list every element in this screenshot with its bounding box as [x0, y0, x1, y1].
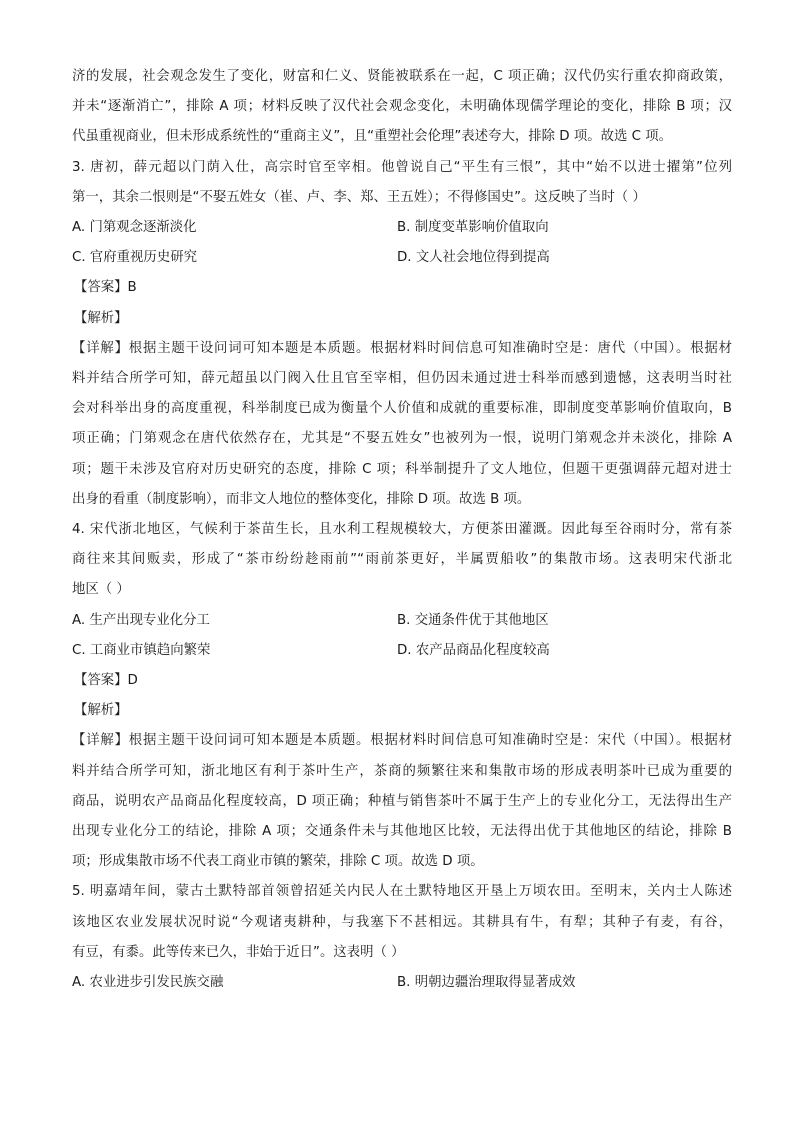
paragraph-line: 出身的看重（制度影响），而非文人地位的整体变化，排除 D 项。故选 B 项。: [72, 491, 531, 507]
paragraph-line: 项正确；门第观念在唐代依然存在，尤其是“不娶五姓女”也被列为一恨，说明门第观念并未淡化，排除 A: [72, 431, 732, 447]
paragraph-line: 代虽重视商业，但未形成系统性的“重商主义”，且“重塑社会伦理”表述夸大，排除 D 项。故选 C 项。: [72, 129, 673, 145]
paragraph-line: 项；题干未涉及官府对历史研究的态度，排除 C 项；科举制提升了文人地位，但题干更强调薛元超对进士: [72, 461, 732, 477]
paragraph-line: 【详解】根据主题干设问词可知本题是本质题。根据材料时间信息可知准确时空是：宋代（中国）。根据材: [72, 733, 732, 749]
option-a: A. 农业进步引发民族交融: [72, 975, 224, 991]
page-content: [72, 62, 732, 998]
paragraph-line: 出现专业化分工的结论，排除 A 项；交通条件未与其他地区比较，无法得出优于其他地区的结论，排除 B: [72, 824, 732, 840]
paragraph-line: 会对科举出身的高度重视，科举制度已成为衡量个人价值和成就的重要标准，即制度变革影响价值取向，B: [72, 401, 732, 417]
option-c: C. 官府重视历史研究: [72, 250, 197, 266]
paragraph-line: 并未“逐渐消亡”，排除 A 项；材料反映了汉代社会观念变化，未明确体现儒学理论的变化，排除 B 项；汉: [72, 99, 732, 115]
option-b: B. 明朝边疆治理取得显著成效: [397, 975, 576, 991]
paragraph-line: 料并结合所学可知，浙北地区有利于茶叶生产，茶商的频繁往来和集散市场的形成表明茶叶已成为重要的: [72, 763, 732, 779]
option-a: A. 门第观念逐渐淡化: [72, 220, 197, 236]
question-stem-line: 3. 唐初，薛元超以门荫入仕，高宗时官至宰相。他曾说自己“平生有三恨”，其中“始不以进士擢第”位列: [72, 159, 732, 175]
q2-analysis-tail: [72, 62, 732, 153]
paragraph-line: 【详解】根据主题干设问词可知本题是本质题。根据材料时间信息可知准确时空是：唐代（中国）。根据材: [72, 340, 732, 356]
option-a: A. 生产出现专业化分工: [72, 612, 210, 628]
question-stem-line: 5. 明嘉靖年间，蒙古土默特部首领曾招延关内民人在土默特地区开垦上万顷农田。至明末，关内士人陈述: [72, 884, 732, 900]
answer-options: [72, 213, 732, 273]
paragraph-line: 商品，说明农产品商品化程度较高，D 项正确；种植与销售茶叶不属于生产上的专业化分工，无法得出生产: [72, 793, 732, 809]
paragraph-line: 项；形成集散市场不代表工商业市镇的繁荣，排除 C 项。故选 D 项。: [72, 854, 484, 870]
question-stem-line: 地区（ ）: [72, 582, 130, 598]
paragraph-line: 料并结合所学可知，薛元超虽以门阀入仕且官至宰相，但仍因未通过进士科举而感到遗憾，这表明当时社: [72, 371, 732, 387]
question-5: [72, 877, 732, 998]
question-stem-line: 商往来其间贩卖，形成了“茶市纷纷趁雨前”“雨前茶更好，半属贾船收”的集散市场。这表明宋代浙北: [72, 552, 732, 568]
question-stem-line: 有豆，有黍。此等传来已久，非始于近日”。这表明（ ）: [72, 944, 405, 960]
answer-label: 【答案】B: [74, 280, 137, 296]
question-stem-line: 4. 宋代浙北地区，气候利于茶苗生长，且水利工程规模较大，方便茶田灌溉。因此每至谷雨时分，常有茶: [72, 522, 732, 538]
detail-explanation: [72, 334, 732, 515]
question-3: [72, 153, 732, 515]
detail-explanation: [72, 726, 732, 877]
analysis-label: 【解析】: [74, 310, 128, 326]
question-stem-line: 该地区农业发展状况时说“今观诸夷耕种，与我塞下不甚相远。其耕具有牛，有犁；其种子有麦，有谷，: [72, 914, 732, 930]
answer-options: [72, 968, 732, 998]
option-c: C. 工商业市镇趋向繁荣: [72, 642, 211, 658]
question-4: [72, 515, 732, 877]
answer-options: [72, 606, 732, 666]
option-b: B. 交通条件优于其他地区: [397, 612, 549, 628]
analysis-label: 【解析】: [74, 703, 128, 719]
answer-label: 【答案】D: [74, 673, 138, 689]
paragraph-line: 济的发展，社会观念发生了变化，财富和仁义、贤能被联系在一起，C 项正确；汉代仍实行重农抑商政策，: [72, 69, 732, 84]
option-d: D. 农产品商品化程度较高: [397, 642, 550, 658]
option-b: B. 制度变革影响价值取向: [397, 220, 549, 236]
option-d: D. 文人社会地位得到提高: [397, 250, 550, 266]
question-stem-line: 第一，其余二恨则是“不娶五姓女（崔、卢、李、郑、王五姓）；不得修国史”。这反映了当时（ ）: [72, 189, 646, 205]
